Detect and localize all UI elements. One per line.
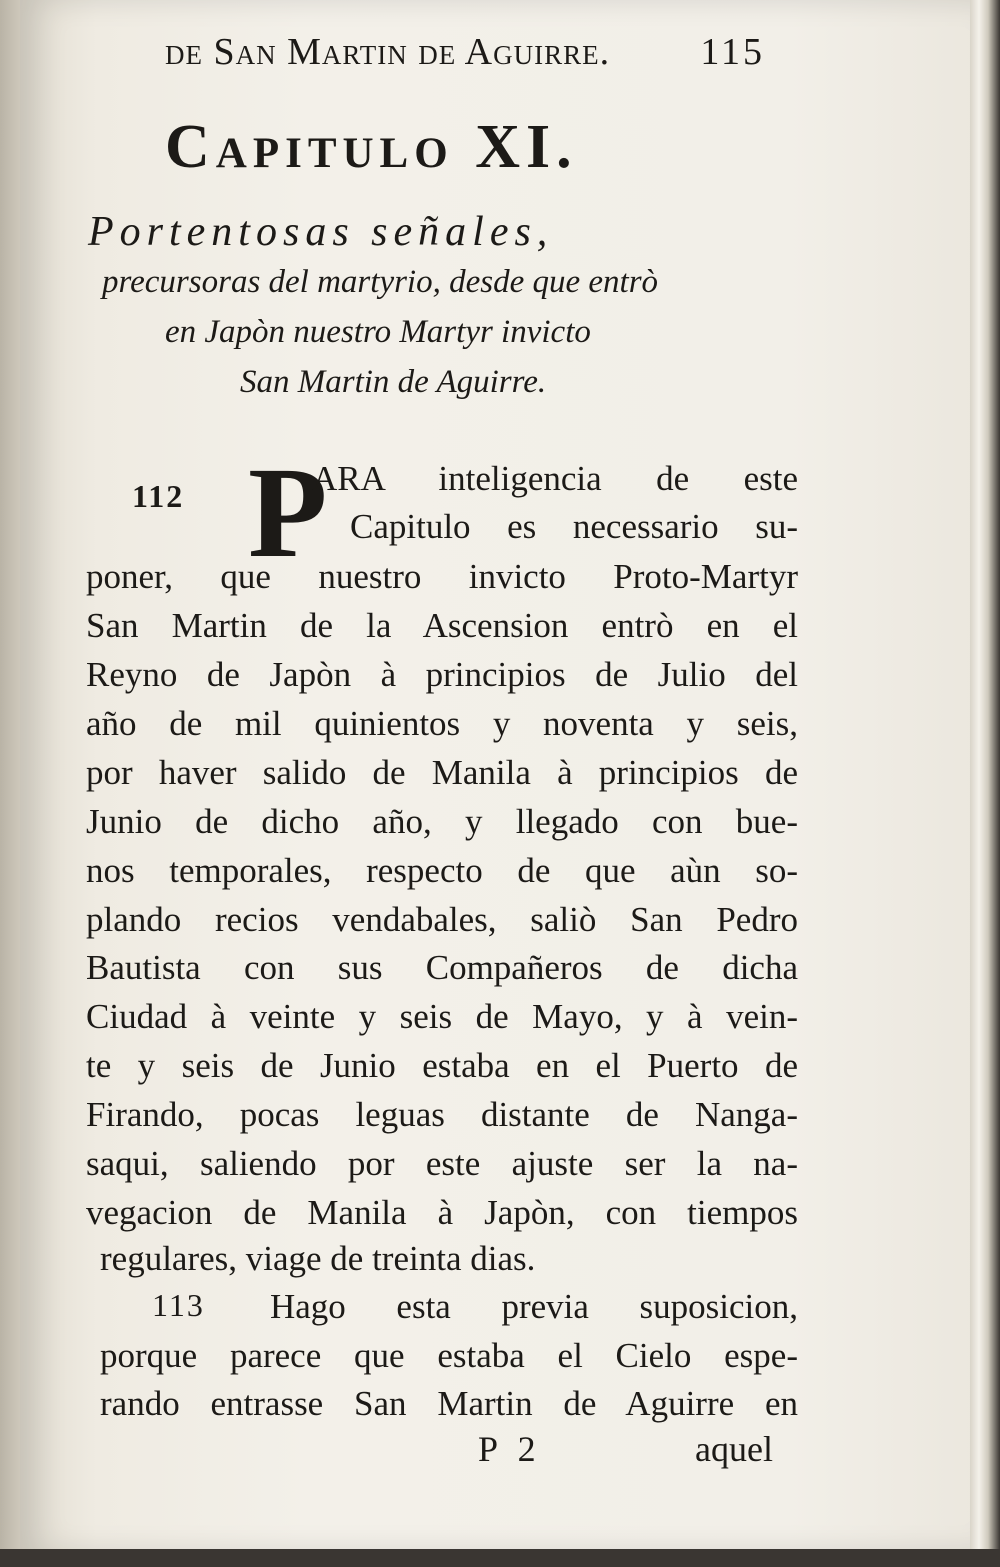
text-line: año de mil quinientos y noventa y seis,	[86, 704, 798, 743]
text-line: San Martin de la Ascension entrò en el	[86, 606, 798, 645]
text-line: Firando, pocas leguas distante de Nanga-	[86, 1095, 798, 1134]
text-line: vegacion de Manila à Japòn, con tiempos	[86, 1193, 798, 1232]
text-line: Junio de dicho año, y llegado con bue-	[86, 802, 798, 841]
signature-mark: P 2	[478, 1429, 542, 1469]
catchword: aquel	[695, 1429, 773, 1469]
running-title: de San Martin de Aguirre.	[165, 31, 611, 73]
text-line: porque parece que estaba el Cielo espe-	[100, 1336, 798, 1375]
chapter-subtitle-line: en Japòn nuestro Martyr invicto	[165, 314, 591, 350]
drop-cap: P	[248, 441, 328, 585]
text-line: saqui, saliendo por este ajuste ser la na-	[86, 1144, 798, 1183]
text-line: rando entrasse San Martin de Aguirre en	[100, 1384, 798, 1423]
text-line: Bautista con sus Compañeros de dicha	[86, 948, 798, 987]
page-number: 115	[700, 31, 765, 73]
text-line: por haver salido de Manila à principios de	[86, 753, 798, 792]
text-line: regulares, viage de treinta dias.	[100, 1239, 536, 1278]
running-head	[165, 30, 765, 80]
text-line: poner, que nuestro invicto Proto-Martyr	[86, 557, 798, 596]
text-line: Reyno de Japòn à principios de Julio del	[86, 655, 798, 694]
chapter-subtitle-heading: Portentosas señales,	[88, 209, 554, 255]
text-line: Hago esta previa suposicion,	[270, 1287, 798, 1326]
text-line: Capitulo es necessario su-	[350, 507, 798, 546]
chapter-subtitle-line: precursoras del martyrio, desde que entrò	[102, 264, 659, 300]
text-line: nos temporales, respecto de que aùn so-	[86, 851, 798, 890]
paragraph-number: 112	[132, 478, 185, 514]
chapter-title: Capitulo XI.	[165, 113, 578, 181]
text-line: Ciudad à veinte y seis de Mayo, y à vein-	[86, 997, 798, 1036]
text-line: te y seis de Junio estaba en el Puerto de	[86, 1046, 798, 1085]
page-bottom-shadow	[0, 1549, 1000, 1567]
page-edges	[970, 0, 1000, 1567]
text-line: plando recios vendabales, saliò San Pedro	[86, 900, 798, 939]
paragraph-number: 113	[152, 1287, 205, 1323]
chapter-subtitle-line: San Martin de Aguirre.	[240, 364, 547, 400]
text-line: ARA inteligencia de este	[312, 459, 798, 498]
